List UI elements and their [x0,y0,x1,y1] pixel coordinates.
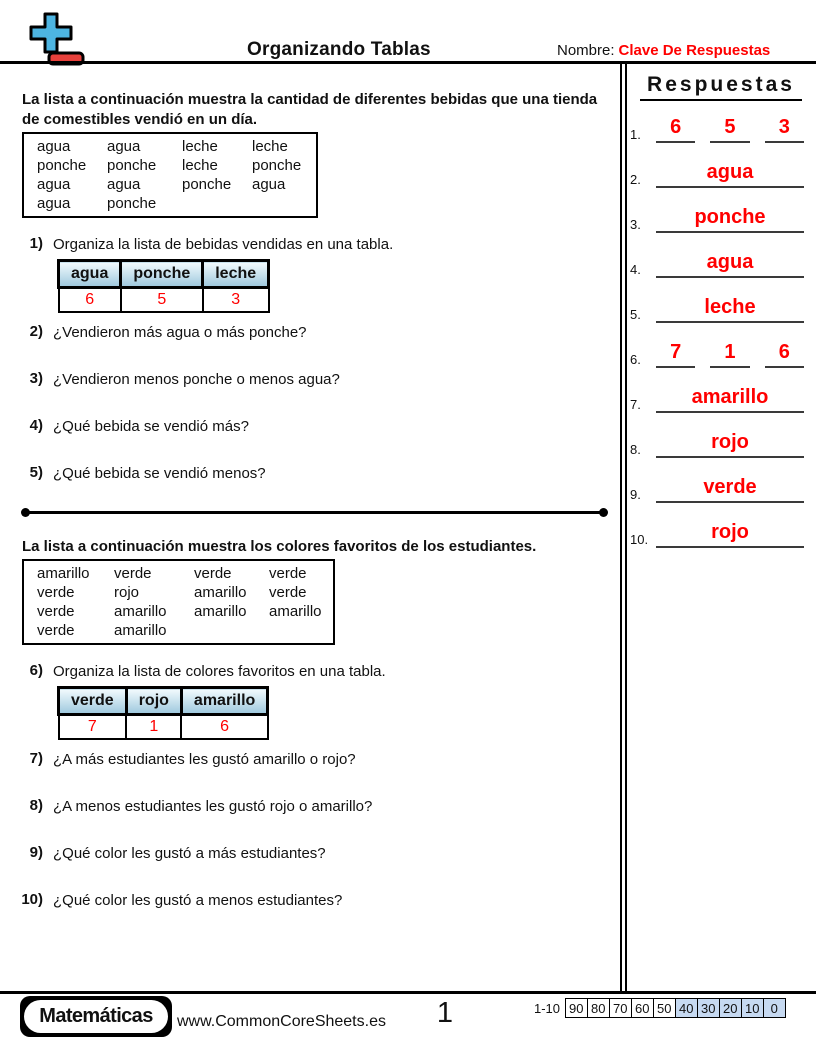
answer-table-1 [57,259,270,313]
answer-item [630,432,804,458]
answer-number: 2. [630,172,641,187]
answer-number: 7. [630,397,641,412]
answer-blanks [656,476,804,503]
word-list-cell: ponche [107,195,157,212]
question-number: 10) [21,891,43,908]
question-1 [0,235,618,254]
grade-scale-cell: 50 [653,998,677,1018]
grade-scale-cell: 90 [565,998,589,1018]
word-list-cell [194,621,269,640]
word-list-cell: agua [107,138,141,155]
answer-number: 8. [630,442,641,457]
answer-blank[interactable]: rojo [656,521,804,548]
question-number: 3) [29,370,43,387]
word-list-cell: amarillo [194,603,247,620]
word-list-cell: verde [37,622,75,639]
word-list-cell: verde [194,565,232,582]
answer-blanks [656,116,804,143]
word-list-box-2 [22,559,335,645]
answer-number: 10. [630,532,649,547]
footer-divider-line [0,991,816,994]
word-list-cell: leche [182,157,218,174]
word-list-cell: verde [37,603,75,620]
answer-blank[interactable]: verde [656,476,804,503]
question-text: Organiza la lista de colores favoritos en una tabla. [53,663,386,680]
answer-blanks [656,296,804,323]
word-list-row [37,564,329,583]
answer-number: 4. [630,262,641,277]
word-list-row [37,621,329,640]
table-value-cell: 6 [181,715,267,740]
table-value-row [59,288,269,313]
question [0,323,618,342]
question [0,797,618,816]
table-value-cell: 6 [59,288,121,313]
question-text: Organiza la lista de bebidas vendidas en una tabla. [53,236,394,253]
table-value-cell: 3 [203,288,269,313]
word-list-row [37,137,312,156]
question-text: ¿Qué color les gustó a más estudiantes? [53,845,326,862]
question-number: 8) [29,797,43,814]
word-list-cell: ponche [37,157,87,174]
answer-key-label: Clave De Respuestas [618,42,771,59]
brand-logo [20,996,172,1037]
answer-blanks [656,386,804,413]
word-list-row [37,583,329,602]
word-list-cell: ponche [107,157,157,174]
grading-scale-range-label: 1-10 [534,1000,561,1016]
table-header-row [59,261,269,288]
answer-blanks [656,521,804,548]
answer-blank[interactable]: leche [656,296,804,323]
answer-item [630,117,804,143]
answer-blank[interactable]: agua [656,251,804,278]
word-list-cell: agua [37,176,71,193]
question-text: ¿A menos estudiantes les gustó rojo o amarillo? [53,798,373,815]
question [0,464,618,483]
section1-intro: La lista a continuación muestra la cantidad de diferentes bebidas que una tienda de comestibles vendió en un día. [22,91,598,128]
table-value-row [59,715,268,740]
question-6 [0,662,618,681]
section2-intro: La lista a continuación muestra los colores favoritos de los estudiantes. [22,538,537,555]
grade-scale-cell: 20 [719,998,743,1018]
question [0,417,618,436]
word-list-cell: leche [252,138,288,155]
question-text: ¿Qué bebida se vendió menos? [53,465,266,482]
grade-scale-cell: 40 [675,998,699,1018]
answer-blank[interactable]: ponche [656,206,804,233]
answer-blank[interactable]: 7 [656,341,695,368]
question-number: 7) [29,750,43,767]
table-header-cell: verde [59,688,127,715]
grade-scale-cell: 80 [587,998,611,1018]
question-number: 1) [29,235,43,252]
word-list-row [37,194,312,213]
grade-scale-cell: 0 [763,998,787,1018]
answer-blank[interactable]: agua [656,161,804,188]
word-list-cell [269,621,329,640]
question-number: 6) [29,662,43,679]
answer-blanks [656,206,804,233]
question [0,891,618,910]
answer-blanks [656,431,804,458]
answer-item [630,162,804,188]
question-number: 4) [29,417,43,434]
answer-item [630,342,804,368]
table-value-cell: 5 [121,288,203,313]
answer-blanks [656,251,804,278]
answer-number: 6. [630,352,641,367]
answer-number: 9. [630,487,641,502]
table-header-cell: ponche [121,261,203,288]
word-list-box-1 [22,132,318,218]
word-list-cell: amarillo [194,584,247,601]
word-list-cell: verde [114,565,152,582]
answers-panel [620,64,816,991]
grade-scale-cell: 70 [609,998,633,1018]
word-list-cell: verde [269,584,307,601]
word-list-cell: ponche [252,157,302,174]
answer-blank[interactable]: 3 [765,116,804,143]
page-number: 1 [436,997,454,1029]
question-text: ¿Qué color les gustó a menos estudiantes? [53,892,343,909]
table-header-cell: rojo [126,688,181,715]
word-list-cell: verde [269,565,307,582]
word-list-cell: verde [37,584,75,601]
answer-number: 5. [630,307,641,322]
word-list-cell: amarillo [114,603,167,620]
answers-panel-title: Respuestas [640,73,802,101]
word-list-cell [252,194,312,213]
section-divider-line [24,511,605,514]
answer-item [630,387,804,413]
word-list-cell: leche [182,138,218,155]
answer-blank[interactable]: rojo [656,431,804,458]
table-header-cell: agua [59,261,121,288]
answer-number: 1. [630,127,641,142]
table-header-row [59,688,268,715]
question-text: ¿Vendieron menos ponche o menos agua? [53,371,340,388]
word-list-cell: ponche [182,176,232,193]
table-header-cell: leche [203,261,269,288]
table-value-cell: 1 [126,715,181,740]
answer-blank[interactable]: amarillo [656,386,804,413]
question-text: ¿Qué bebida se vendió más? [53,418,249,435]
word-list-cell: amarillo [269,603,322,620]
word-list-row [37,602,329,621]
word-list-cell: agua [107,176,141,193]
grade-scale-cell: 60 [631,998,655,1018]
answer-table-2 [57,686,269,740]
word-list-cell: agua [37,195,71,212]
question-number: 9) [29,844,43,861]
table-header-cell: amarillo [181,688,267,715]
answer-blanks [656,341,804,368]
answer-item [630,207,804,233]
answer-item [630,297,804,323]
answer-blank[interactable]: 6 [765,341,804,368]
answer-blanks [656,161,804,188]
word-list-cell: agua [252,176,286,193]
word-list-cell [182,194,252,213]
question [0,370,618,389]
answer-number: 3. [630,217,641,232]
website-url: www.CommonCoreSheets.es [177,1013,386,1030]
answer-item [630,252,804,278]
answer-item [630,477,804,503]
word-list-cell: amarillo [114,622,167,639]
grade-scale-cell: 10 [741,998,765,1018]
answer-blank[interactable]: 6 [656,116,695,143]
name-label: Nombre: [557,42,615,59]
word-list-cell: agua [37,138,71,155]
grading-scale [534,998,786,1018]
word-list-cell: rojo [114,584,140,601]
question-text: ¿A más estudiantes les gustó amarillo o rojo? [53,751,356,768]
question-number: 5) [29,464,43,481]
brand-label: Matemáticas [24,1000,168,1033]
answer-item [630,522,804,548]
question [0,750,618,769]
table-value-cell: 7 [59,715,127,740]
question-text: ¿Vendieron más agua o más ponche? [53,324,307,341]
word-list-cell: amarillo [37,565,90,582]
word-list-row [37,175,312,194]
worksheet-body [0,64,618,910]
answer-blank[interactable]: 1 [710,341,749,368]
name-area [557,42,770,59]
grade-scale-cell: 30 [697,998,721,1018]
question-number: 2) [29,323,43,340]
question [0,844,618,863]
answer-blank[interactable]: 5 [710,116,749,143]
page-title: Organizando Tablas [247,39,431,60]
word-list-row [37,156,312,175]
